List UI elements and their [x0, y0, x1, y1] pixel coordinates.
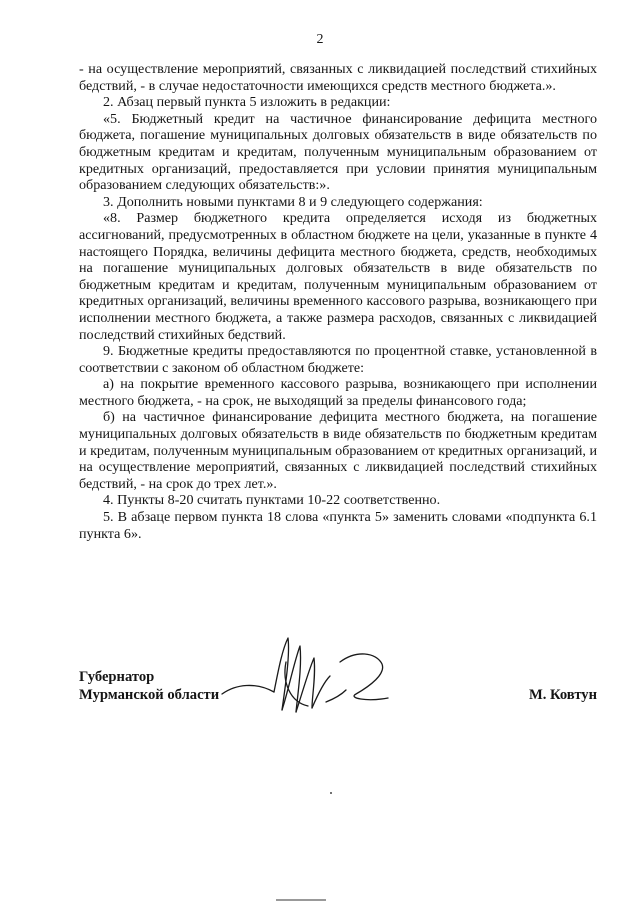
document-body — [79, 61, 597, 542]
paragraph: 9. Бюджетные кредиты предоставляются по процентной ставке, установленной в соответствии с законом об областном бюджете: — [79, 343, 597, 376]
paragraph: - на осуществление мероприятий, связанных с ликвидацией последствий стихийных бедствий, - в случае недостаточности имеющихся средств местного бюджета.». — [79, 61, 597, 94]
paragraph: 2. Абзац первый пункта 5 изложить в редакции: — [103, 94, 391, 111]
scan-edge-mark — [276, 899, 326, 901]
position-title: Губернатор — [79, 669, 155, 685]
handwritten-signature-icon — [216, 632, 396, 722]
paragraph: «5. Бюджетный кредит на частичное финансирование дефицита местного бюджета, погашение муниципальных долговых обязательств в виде обязательств по бюджетным кредитам и кредитам, полученным муниципальным образованием от кредитных организаций, предоставляется при условии принятия муниципальным образованием следующих обязательств:». — [79, 110, 597, 194]
page-number: 2 — [316, 32, 324, 47]
paragraph: 4. Пункты 8-20 считать пунктами 10-22 соответственно. — [103, 492, 441, 509]
signatory-name: М. Ковтун — [528, 687, 597, 703]
paragraph: «8. Размер бюджетного кредита определяется исходя из бюджетных ассигнований, предусмотренных в областном бюджете на цели, указанные в пункте 4 настоящего Порядка, величины дефицита местного бюджета, средств, необходимых на погашение муниципальных долговых обязательств в виде обязательств по бюджетным кредитам и кредитам, полученным муниципальным образованием от кредитных организаций, величины временного кассового разрыва, возникающего при исполнении местного бюджета, а также размера расходов, связанных с ликвидацией последствий стихийных бедствий. — [79, 210, 597, 343]
paragraph: а) на покрытие временного кассового разрыва, возникающего при исполнении местного бюджета, - на срок, не выходящий за пределы финансового года; — [79, 376, 597, 409]
scan-speck — [330, 792, 332, 794]
paragraph: 3. Дополнить новыми пунктами 8 и 9 следующего содержания: — [103, 193, 483, 210]
paragraph: 5. В абзаце первом пункта 18 слова «пункта 5» заменить словами «подпункта 6.1 пункта 6». — [79, 509, 597, 542]
signatory-position — [79, 668, 219, 704]
position-region: Мурманской области — [79, 687, 220, 703]
paragraph: б) на частичное финансирование дефицита местного бюджета, на погашение муниципальных долговых обязательств в виде обязательств по бюджетным кредитам и кредитам, полученным муниципальным образованием от кредитных организаций, и на осуществление мероприятий, связанных с ликвидацией последствий стихийных бедствий, - на срок до трех лет.». — [79, 409, 597, 492]
